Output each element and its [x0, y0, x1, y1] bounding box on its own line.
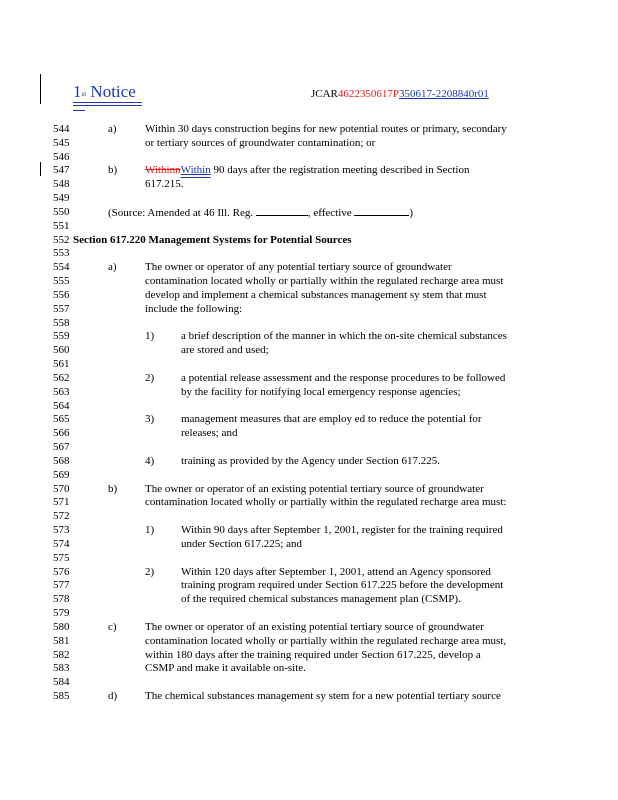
section-heading: Section 617.220 Management Systems for Potential Sources	[73, 233, 352, 246]
line-number: 580	[53, 620, 70, 633]
notice-superscript: st	[81, 90, 87, 98]
line-number: 584	[53, 676, 70, 689]
line-number: 567	[53, 441, 70, 454]
line-number: 585	[53, 690, 70, 703]
document-line	[0, 495, 618, 509]
text-run: or tertiary sources of groundwater contamination; or	[145, 136, 376, 149]
text-run: develop and implement a chemical substances management sy stem that must	[145, 288, 487, 301]
document-line	[0, 205, 618, 219]
document-line	[0, 689, 618, 703]
subparagraph-text: a potential release assessment and the response procedures to be followed	[181, 371, 506, 384]
document-line	[0, 219, 618, 233]
line-number: 573	[53, 524, 70, 537]
line-number: 558	[53, 316, 70, 329]
document-line	[0, 246, 618, 260]
paragraph-label: b)	[108, 164, 118, 177]
document-line	[0, 565, 618, 579]
jcar-inserted-id: 350617-2208840r01	[399, 88, 489, 100]
document-line	[0, 509, 618, 523]
paragraph-text	[145, 620, 484, 634]
document-line	[0, 454, 618, 468]
document-line	[0, 288, 618, 302]
subparagraph-text: Within 90 days after September 1, 2001, register for the training required	[181, 524, 503, 537]
line-number: 546	[53, 150, 70, 163]
text-run: contamination located wholly or partially within the regulated recharge area must:	[145, 496, 507, 509]
register-blank	[256, 205, 308, 216]
text-run: The chemical substances management sy stem for a new potential tertiary source	[145, 690, 501, 703]
line-number: 576	[53, 565, 70, 578]
document-line	[0, 302, 618, 316]
line-number: 561	[53, 358, 70, 371]
subparagraph-label: 2)	[145, 565, 155, 578]
subparagraph-text: Within 120 days after September 1, 2001, attend an Agency sponsored	[181, 565, 491, 578]
line-number: 553	[53, 247, 70, 260]
subparagraph-text: by the facility for notifying local emergency response agencies;	[181, 385, 461, 398]
paragraph-text	[145, 288, 487, 302]
line-number: 549	[53, 192, 70, 205]
effective-date-blank	[354, 205, 409, 216]
document-line	[0, 177, 618, 191]
document-line	[0, 551, 618, 565]
deleted-text: Withinn	[145, 164, 181, 177]
text-run: include the following:	[145, 302, 243, 315]
notice-heading	[73, 82, 136, 102]
subparagraph-text: under Section 617.225; and	[181, 537, 302, 550]
document-line	[0, 274, 618, 288]
line-number: 565	[53, 413, 70, 426]
subparagraph-label: 1)	[145, 330, 155, 343]
notice-underline-1	[73, 102, 142, 103]
subparagraph-text: training program required under Section 617.225 before the development	[181, 579, 504, 592]
jcar-deleted-id: 4622350617P	[337, 88, 400, 100]
paragraph-text	[145, 177, 184, 191]
line-number: 545	[53, 136, 70, 149]
document-line	[0, 163, 618, 177]
document-line	[0, 343, 618, 357]
line-number: 571	[53, 496, 70, 509]
paragraph-label: a)	[108, 123, 117, 135]
line-number: 551	[53, 219, 70, 232]
document-line	[0, 482, 618, 496]
paragraph-text	[145, 136, 375, 150]
subparagraph-text: a brief description of the manner in which the on-site chemical substances	[181, 330, 507, 343]
text-run: within 180 days after the training required under Section 617.225, develop a	[145, 648, 481, 661]
text-run: 617.215.	[145, 178, 184, 191]
line-number: 578	[53, 593, 70, 606]
document-line	[0, 136, 618, 150]
line-number: 569	[53, 468, 70, 481]
source-mid: , effective	[307, 206, 355, 219]
jcar-prefix: JCAR	[311, 88, 338, 100]
document-line	[0, 675, 618, 689]
document-line	[0, 440, 618, 454]
line-number: 574	[53, 537, 70, 550]
line-number: 560	[53, 344, 70, 357]
paragraph-text	[145, 274, 503, 288]
notice-underline-3	[73, 110, 85, 111]
line-number: 548	[53, 178, 70, 191]
line-number: 563	[53, 385, 70, 398]
document-line	[0, 399, 618, 413]
paragraph-text	[145, 163, 469, 177]
document-line	[0, 385, 618, 399]
text-run: contamination located wholly or partially within the regulated recharge area must	[145, 275, 504, 288]
document-line	[0, 620, 618, 634]
document-line	[0, 412, 618, 426]
text-run: 90 days after the registration meeting described in Section	[210, 164, 470, 177]
subparagraph-text: are stored and used;	[181, 344, 269, 357]
document-line	[0, 592, 618, 606]
inserted-text: Within	[180, 164, 211, 177]
document-line	[0, 150, 618, 164]
line-number: 559	[53, 330, 70, 343]
line-number: 556	[53, 288, 70, 301]
document-line	[0, 661, 618, 675]
subparagraph-text: of the required chemical substances management plan (CSMP).	[181, 593, 461, 606]
line-number: 554	[53, 261, 70, 274]
document-line	[0, 648, 618, 662]
document-line	[0, 357, 618, 371]
paragraph-text	[145, 689, 501, 703]
line-number: 579	[53, 607, 70, 620]
left-change-bar	[40, 74, 41, 104]
line-number: 582	[53, 648, 70, 661]
paragraph-text	[145, 302, 242, 316]
paragraph-label: a)	[108, 261, 117, 274]
line-number: 570	[53, 482, 70, 495]
paragraph-text	[145, 122, 507, 136]
line-number: 572	[53, 510, 70, 523]
paragraph-text	[145, 495, 506, 509]
document-line	[0, 260, 618, 274]
line-number: 544	[53, 123, 70, 135]
subparagraph-text: training as provided by the Agency under Section 617.225.	[181, 454, 441, 467]
line-number: 577	[53, 579, 70, 592]
notice-word: Notice	[86, 82, 136, 101]
paragraph-text	[145, 648, 481, 662]
document-line	[0, 122, 618, 136]
document-line	[0, 191, 618, 205]
subparagraph-label: 2)	[145, 371, 155, 384]
document-line	[0, 537, 618, 551]
subparagraph-label: 4)	[145, 454, 155, 467]
paragraph-label: c)	[108, 620, 117, 633]
line-number: 583	[53, 662, 70, 675]
paragraph-text	[145, 482, 484, 496]
subparagraph-label: 1)	[145, 524, 155, 537]
line-number: 575	[53, 551, 70, 564]
document-line	[0, 523, 618, 537]
paragraph-text	[145, 634, 506, 648]
line-number: 564	[53, 399, 70, 412]
document-line	[0, 316, 618, 330]
line-number: 555	[53, 275, 70, 288]
line-number: 562	[53, 371, 70, 384]
notice-number: 1	[73, 82, 82, 101]
line-number: 568	[53, 454, 70, 467]
jcar-identifier	[311, 87, 489, 101]
line-number: 581	[53, 634, 70, 647]
document-line	[0, 606, 618, 620]
paragraph-text	[145, 260, 452, 274]
line-number: 547	[53, 164, 70, 177]
subparagraph-label: 3)	[145, 413, 155, 426]
source-note	[108, 205, 413, 220]
text-run: contamination located wholly or partially within the regulated recharge area must,	[145, 634, 507, 647]
paragraph-text	[145, 661, 306, 675]
subparagraph-text: releases; and	[181, 427, 238, 440]
paragraph-label: d)	[108, 690, 118, 703]
line-number: 566	[53, 427, 70, 440]
document-line	[0, 233, 618, 247]
document-line	[0, 426, 618, 440]
document-line	[0, 578, 618, 592]
subparagraph-text: management measures that are employ ed to reduce the potential for	[181, 413, 482, 426]
document-line	[0, 371, 618, 385]
text-run: The owner or operator of any potential tertiary source of groundwater	[145, 261, 452, 274]
line-number: 552	[53, 233, 70, 246]
notice-underline-2	[73, 105, 142, 106]
text-run: The owner or operator of an existing potential tertiary source of groundwater	[145, 620, 484, 633]
paragraph-label: b)	[108, 482, 118, 495]
line-number: 557	[53, 302, 70, 315]
document-line	[0, 329, 618, 343]
text-run: The owner or operator of an existing potential tertiary source of groundwater	[145, 482, 484, 495]
text-run: Within 30 days construction begins for new potential routes or primary, secondary	[145, 123, 507, 135]
text-run: CSMP and make it available on-site.	[145, 662, 306, 675]
line-number: 550	[53, 205, 70, 218]
source-open: (Source: Amended at 46 Ill. Reg.	[108, 206, 256, 219]
document-line	[0, 468, 618, 482]
document-line	[0, 634, 618, 648]
source-close: )	[409, 206, 414, 219]
